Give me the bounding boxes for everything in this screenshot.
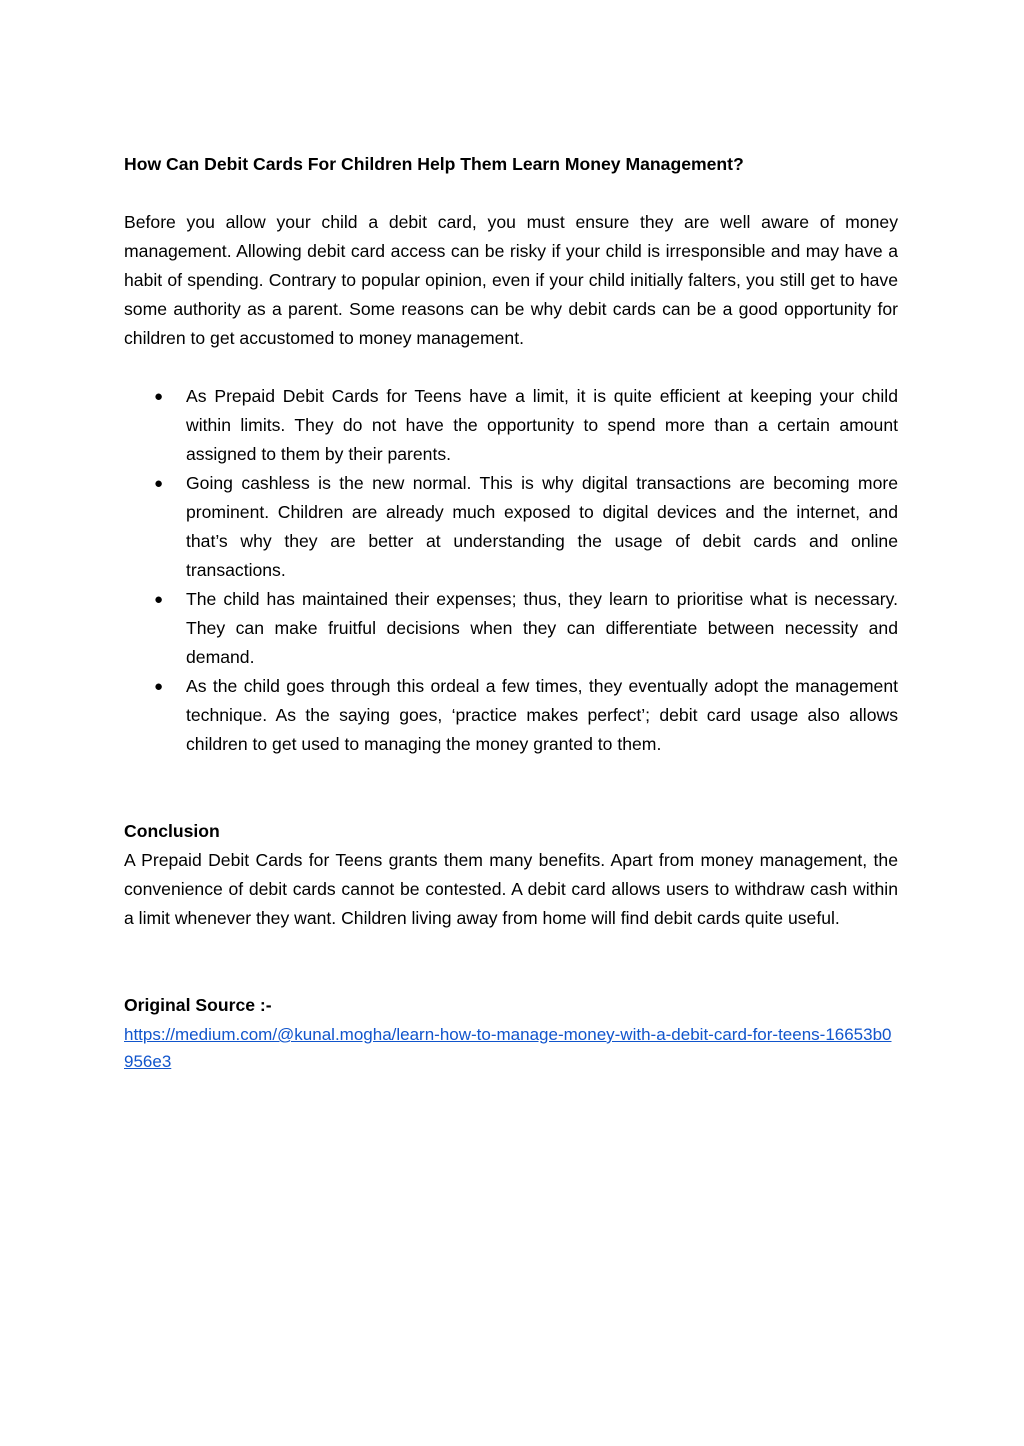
- bullet-icon: ●: [154, 475, 164, 492]
- list-item-text: As Prepaid Debit Cards for Teens have a limit, it is quite efficient at keeping your child within limits. They do not have the opportunity to spend more than a certain amount assigned to them by their parents.: [186, 386, 898, 464]
- conclusion-heading: Conclusion: [124, 821, 220, 841]
- list-item-text: As the child goes through this ordeal a few times, they eventually adopt the management technique. As the saying goes, ‘practice makes perfect’; debit card usage also allows children to get used to managing the money granted to them.: [186, 676, 898, 754]
- list-item: [124, 672, 898, 759]
- list-item-text: The child has maintained their expenses; thus, they learn to prioritise what is necessary. They can make fruitful decisions when they can differentiate between necessity and demand.: [186, 589, 898, 667]
- list-item: [124, 469, 898, 585]
- source-link[interactable]: https://medium.com/@kunal.mogha/learn-how-to-manage-money-with-a-debit-card-for-teens-16653b0956e3: [124, 1025, 892, 1071]
- bullet-icon: ●: [154, 591, 164, 608]
- bullet-icon: ●: [154, 678, 164, 695]
- list-item: [124, 585, 898, 672]
- list-item: [124, 382, 898, 469]
- document-title: How Can Debit Cards For Children Help Them Learn Money Management?: [124, 154, 744, 174]
- benefits-list: [124, 382, 898, 759]
- conclusion-paragraph: A Prepaid Debit Cards for Teens grants them many benefits. Apart from money management, the convenience of debit cards cannot be contested. A debit card allows users to withdraw cash within a limit whenever they want. Children living away from home will find debit cards quite useful.: [124, 850, 898, 928]
- document-page: [124, 150, 898, 1075]
- bullet-icon: ●: [154, 388, 164, 405]
- source-heading: Original Source :-: [124, 995, 272, 1015]
- intro-paragraph: Before you allow your child a debit card, you must ensure they are well aware of money management. Allowing debit card access can be risky if your child is irresponsible and may have a habit of spending. Contrary to popular opinion, even if your child initially falters, you still get to have some authority as a parent. Some reasons can be why debit cards can be a good opportunity for children to get accustomed to money management.: [124, 212, 898, 348]
- list-item-text: Going cashless is the new normal. This is why digital transactions are becoming more prominent. Children are already much exposed to digital devices and the internet, and that’s why they are better at understanding the usage of debit cards and online transactions.: [186, 473, 898, 580]
